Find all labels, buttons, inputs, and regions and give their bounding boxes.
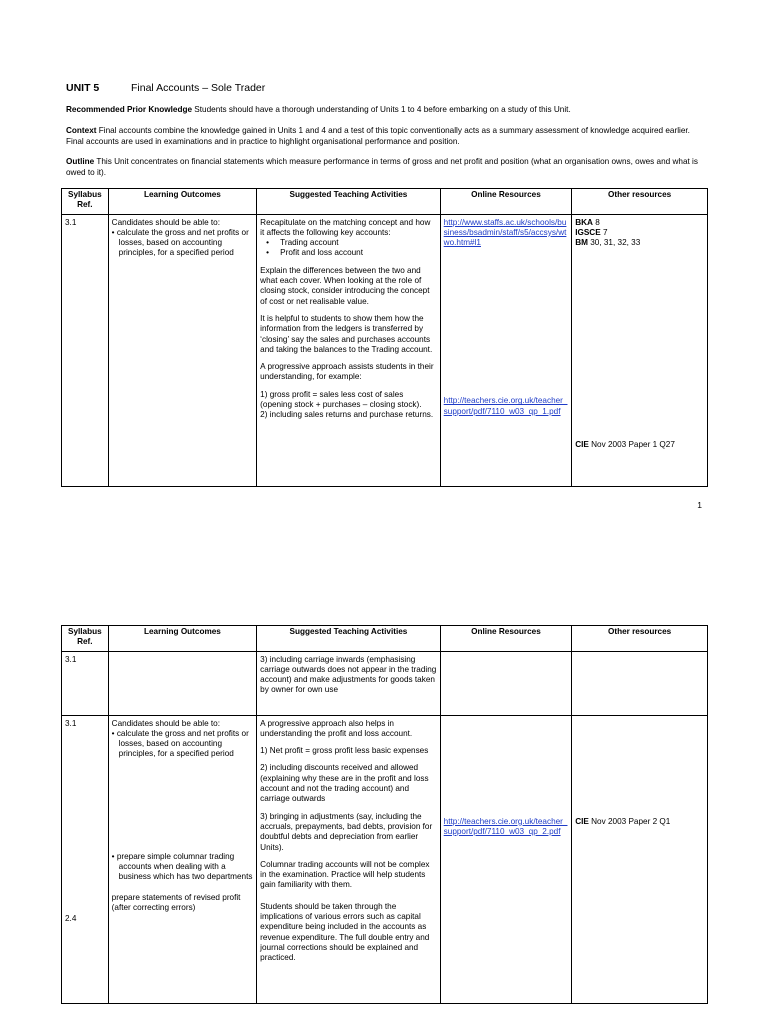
page-number: 1 xyxy=(697,500,702,510)
outline-paragraph xyxy=(66,157,706,178)
activity-paragraph: 2) including discounts received and allowed (explaining why these are in the profit and loss account and not the trading account) and carriage outwards xyxy=(260,763,429,804)
outline-text: This Unit concentrates on financial statements which measure performance in terms of gross and net profit and position (what an organisation owns, owes and what is owed to it). xyxy=(66,157,698,177)
activity-intro: Recapitulate on the matching concept and how it affects the following key accounts: xyxy=(260,217,431,237)
context-label: Context xyxy=(66,126,97,135)
activity-paragraph: 1) gross profit = sales less cost of sales (opening stock + purchases – closing stock). xyxy=(260,389,422,410)
teaching-activities-cell xyxy=(257,214,441,486)
syllabus-ref: 3.1 xyxy=(62,214,109,486)
other-resources-cell xyxy=(572,715,708,1003)
activity-paragraph: 1) Net profit = gross profit less basic expenses xyxy=(260,746,429,756)
activity-bullet-item: • Trading account xyxy=(260,238,437,248)
outcome-item: • calculate the gross and net profits or losses, based on accounting principles, for a specified period xyxy=(111,227,249,258)
syllabus-ref: 3.1 xyxy=(62,651,109,715)
resource-value: Nov 2003 Paper 2 Q1 xyxy=(588,816,671,826)
learning-outcomes-cell xyxy=(108,214,257,486)
col-header-activities: Suggested Teaching Activities xyxy=(257,626,441,652)
learning-outcomes-cell xyxy=(108,651,257,715)
activity-bullet-item: • Profit and loss account xyxy=(260,248,437,258)
activity-paragraph: A progressive approach also helps in understanding the profit and loss account. xyxy=(260,718,413,738)
col-header-outcomes: Learning Outcomes xyxy=(108,626,257,652)
outcome-item: • calculate the gross and net profits or losses, based on accounting principles, for a specified period xyxy=(111,728,249,759)
activity-paragraph: A progressive approach assists students in their understanding, for example: xyxy=(260,362,434,382)
context-paragraph xyxy=(66,126,706,147)
activity-paragraph: Columnar trading accounts will not be complex in the examination. Practice will help students gain familiarity with them. xyxy=(260,859,430,890)
resource-value: 7 xyxy=(600,227,608,237)
context-text: Final accounts combine the knowledge gained in Units 1 and 4 and a test of this topic conventionally acts as a summary assessment of knowledge acquired earlier. Final accounts are used in examinations and in practice to highlight organisational performance and position. xyxy=(66,126,690,146)
outcome-item: prepare statements of revised profit (after correcting errors) xyxy=(111,892,241,912)
table-row xyxy=(62,214,708,486)
online-resources-cell xyxy=(440,214,572,486)
col-header-online: Online Resources xyxy=(440,626,572,652)
prior-knowledge-paragraph xyxy=(66,105,706,116)
scheme-of-work-table-page-2 xyxy=(61,625,708,1004)
learning-outcomes-cell xyxy=(108,715,257,1003)
activity-paragraph: Explain the differences between the two and what each cover. When looking at the role of closing stock, consider introducing the concept of cost or net realisable value. xyxy=(260,265,430,306)
unit-number: UNIT 5 xyxy=(66,82,100,94)
resource-label: CIE xyxy=(575,816,589,826)
activity-paragraph: It is helpful to students to show them how the information from the ledgers is transferred by ‘closing’ say the sales and purchases accounts and taking the balances to the Trading account. xyxy=(260,313,433,354)
unit-title: Final Accounts – Sole Trader xyxy=(131,82,266,94)
online-resources-cell xyxy=(440,651,572,715)
staffs-link[interactable]: http://www.staffs.ac.uk/schools/business/bsadmin/staff/s5/accsys/wtwo.htm#l1 xyxy=(443,217,567,248)
activity-bullet-list xyxy=(260,238,437,259)
resource-value: 8 xyxy=(592,217,600,227)
teaching-activities-cell xyxy=(257,715,441,1003)
syllabus-ref: 2.4 xyxy=(65,913,77,923)
col-header-online: Online Resources xyxy=(440,189,572,215)
resource-label: BM xyxy=(575,238,588,248)
unit-heading xyxy=(66,82,265,94)
outcome-intro: Candidates should be able to: xyxy=(111,718,221,728)
scheme-of-work-table-page-1 xyxy=(61,188,708,487)
resource-label: BKA xyxy=(575,217,593,227)
outcome-item: • prepare simple columnar trading accounts when dealing with a business which has two departments xyxy=(111,851,253,882)
activity-paragraph: 2) including sales returns and purchase returns. xyxy=(260,410,434,420)
resource-value: Nov 2003 Paper 1 Q27 xyxy=(588,440,675,450)
syllabus-ref-cell xyxy=(62,715,109,1003)
resource-label: IGSCE xyxy=(575,227,601,237)
other-resources-cell xyxy=(572,214,708,486)
activity-paragraph: Students should be taken through the implications of various errors such as capital expenditure being included in the accounts as revenue expenditure. The full double entry and journal corrections should be explained and practiced. xyxy=(260,901,430,963)
col-header-activities: Suggested Teaching Activities xyxy=(257,189,441,215)
cie-paper2-link[interactable]: http://teachers.cie.org.uk/teacher_support/pdf/7110_w03_qp_2.pdf xyxy=(443,816,568,836)
table-row xyxy=(62,715,708,1003)
outcome-intro: Candidates should be able to: xyxy=(111,217,221,227)
teaching-activities-cell: 3) including carriage inwards (emphasising carriage outwards does not appear in the trading account) and make adjustments for goods taken by owner for own use xyxy=(257,651,441,715)
online-resources-cell xyxy=(440,715,572,1003)
other-resources-cell xyxy=(572,651,708,715)
table-row xyxy=(62,651,708,715)
prior-knowledge-label: Recommended Prior Knowledge xyxy=(66,105,193,114)
cie-paper1-link[interactable]: http://teachers.cie.org.uk/teacher_support/pdf/7110_w03_qp_1.pdf xyxy=(443,396,568,416)
resource-value: 30, 31, 32, 33 xyxy=(587,238,641,248)
col-header-syllabus: Syllabus Ref. xyxy=(62,626,109,652)
col-header-other: Other resources xyxy=(572,626,708,652)
prior-knowledge-text: Students should have a thorough understanding of Units 1 to 4 before embarking on a study of this Unit. xyxy=(192,105,571,114)
col-header-other: Other resources xyxy=(572,189,708,215)
resource-label: CIE xyxy=(575,440,589,450)
col-header-outcomes: Learning Outcomes xyxy=(108,189,257,215)
activity-paragraph: 3) bringing in adjustments (say, including the accruals, prepayments, bad debts, provision for doubtful debts and depreciation from earlier Units). xyxy=(260,811,433,852)
outline-label: Outline xyxy=(66,157,95,166)
syllabus-ref: 3.1 xyxy=(65,718,77,728)
col-header-syllabus: Syllabus Ref. xyxy=(62,189,109,215)
